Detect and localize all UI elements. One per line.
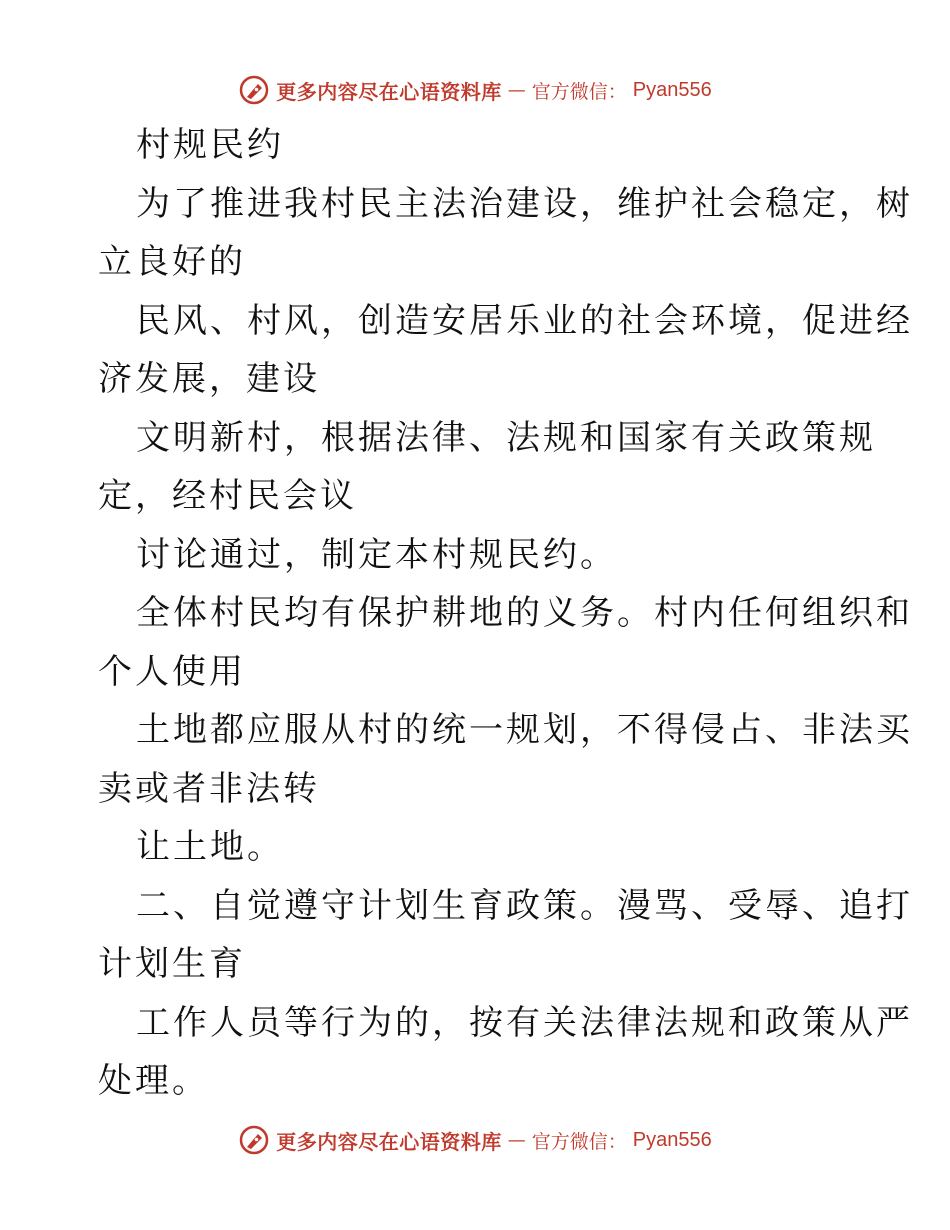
paragraph-line: 计划生育 (98, 944, 246, 984)
pen-nib-logo-icon (238, 74, 270, 106)
paragraph-line: 土地都应服从村的统一规划，不得侵占、非法买 (136, 710, 913, 750)
watermark-main-text: 更多内容尽在心语资料库 (276, 1129, 502, 1154)
paragraph-line: 为了推进我村民主法治建设，维护社会稳定，树 (136, 183, 913, 224)
paragraph-line: 个人使用 (98, 651, 246, 692)
document-body (98, 116, 913, 1111)
watermark-separator: — (507, 1129, 526, 1151)
document-title: 村规民约 (136, 125, 284, 165)
paragraph-line: 二、自觉遵守计划生育政策。漫骂、受辱、追打 (136, 885, 913, 926)
paragraph-line: 定，经村民会议 (98, 476, 357, 516)
watermark-separator: — (507, 79, 526, 101)
paragraph-line: 让土地。 (136, 827, 284, 867)
paragraph-line: 文明新村，根据法律、法规和国家有关政策规 (136, 417, 876, 458)
header-watermark (0, 70, 950, 110)
watermark-wechat-id: Pyan556 (632, 78, 712, 101)
paragraph-line: 处理。 (98, 1061, 209, 1101)
pen-nib-logo-icon (238, 1124, 270, 1156)
watermark-wechat-label: 官方微信： (531, 80, 627, 103)
paragraph-line: 民风、村风，创造安居乐业的社会环境，促进经 (136, 300, 913, 341)
paragraph-line: 立良好的 (98, 242, 246, 282)
watermark-wechat-label: 官方微信： (531, 1130, 627, 1153)
watermark-wechat-id: Pyan556 (632, 1128, 712, 1151)
paragraph-line: 济发展，建设 (98, 359, 320, 399)
footer-watermark (0, 1120, 950, 1160)
paragraph-line: 全体村民均有保护耕地的义务。村内任何组织和 (136, 593, 913, 633)
paragraph-line: 卖或者非法转 (98, 768, 320, 809)
watermark-main-text: 更多内容尽在心语资料库 (276, 79, 502, 104)
paragraph-line: 工作人员等行为的，按有关法律法规和政策从严 (136, 1002, 913, 1043)
paragraph-line: 讨论通过，制定本村规民约。 (136, 534, 617, 575)
